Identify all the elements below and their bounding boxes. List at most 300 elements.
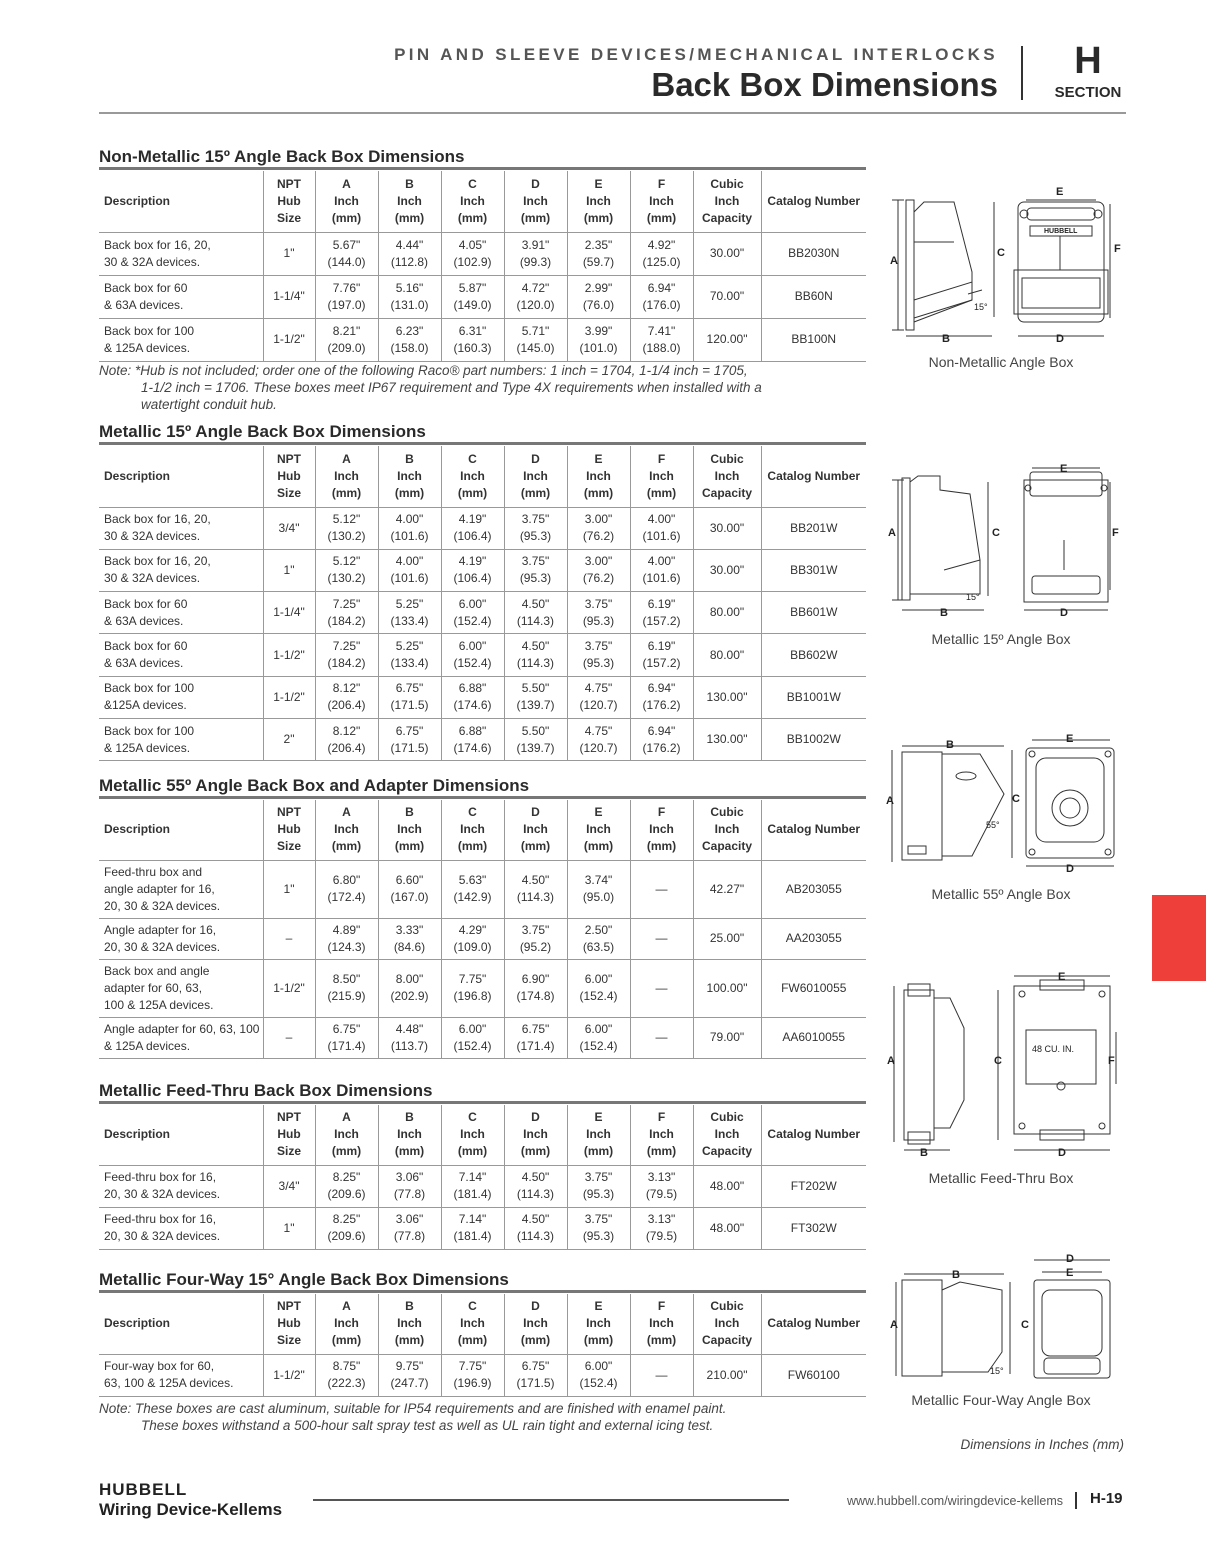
cell-line: 4.89" (332, 922, 361, 937)
column-header-d (504, 800, 567, 860)
cell-line: & 63A devices. (104, 656, 184, 671)
column-header-line: Cubic (710, 176, 744, 191)
column-header-line: Inch (649, 1127, 674, 1142)
cell-b (378, 634, 441, 676)
cell-d (504, 275, 567, 318)
column-header-b (378, 1105, 441, 1165)
header-rule (99, 112, 1126, 114)
column-header-line: Inch (586, 1127, 611, 1142)
cell-cap: 120.00" (693, 318, 761, 361)
column-header-line: B (405, 1110, 414, 1125)
dimension-label-b: B (946, 739, 954, 751)
cell-c (441, 959, 504, 1017)
cell-line: 5.16" (395, 280, 424, 295)
cell-hub: 1-1/2" (263, 1354, 315, 1396)
cell-line: — (655, 1367, 668, 1382)
column-header-line: NPT (277, 176, 301, 191)
dimension-label-b: B (940, 607, 948, 619)
cell-line: (152.4) (453, 1038, 492, 1053)
cell-line: (171.5) (516, 1376, 555, 1390)
cell-line: 6.94" (647, 723, 676, 738)
cell-d (504, 634, 567, 676)
cell-desc (99, 860, 263, 918)
cell-line: 4.19" (458, 512, 487, 527)
column-header-cat: Catalog Number (761, 800, 866, 860)
column-header-desc: Description (104, 1316, 171, 1331)
column-header-a (315, 446, 378, 507)
column-header-line: (mm) (646, 210, 677, 225)
cell-line: Back box and angle (104, 963, 210, 978)
column-header-hub (263, 171, 315, 232)
cell-c (441, 860, 504, 918)
cell-f (630, 918, 693, 959)
cell-cat: BB602W (761, 634, 866, 676)
cell-line: (206.4) (327, 740, 366, 755)
column-header-line: Inch (714, 468, 740, 483)
cell-cap: 30.00" (693, 232, 761, 275)
cell-line: (181.4) (453, 1187, 492, 1201)
column-header-a (315, 800, 378, 860)
column-header-e (567, 171, 630, 232)
cell-d (504, 507, 567, 549)
column-header-line: A (342, 1110, 351, 1125)
column-header-line: B (405, 1299, 414, 1314)
dimension-label-f: F (1112, 527, 1119, 539)
hubbell-logo: HUBBELL (1044, 228, 1078, 235)
cell-desc (99, 959, 263, 1017)
cell-f (630, 634, 693, 676)
cell-line: (152.4) (579, 989, 618, 1003)
cell-f (630, 959, 693, 1017)
cell-line: (79.5) (645, 1229, 678, 1243)
column-header-e (567, 800, 630, 860)
cell-line: (113.7) (390, 1038, 429, 1053)
cell-e (567, 860, 630, 918)
column-header-line: (mm) (583, 1333, 614, 1348)
header-category: PIN AND SLEEVE DEVICES/MECHANICAL INTERLOCKS (394, 45, 998, 64)
cell-e (567, 959, 630, 1017)
cell-line: 3.06" (395, 1212, 424, 1226)
column-header-line: Inch (460, 1127, 485, 1142)
cell-line: 3.99" (584, 323, 613, 338)
cell-line: 5.12" (332, 554, 361, 569)
cell-line: (174.8) (516, 989, 555, 1003)
cell-line: (181.4) (453, 1229, 492, 1243)
cell-line: 3.13" (647, 1170, 676, 1184)
dimension-label-b: B (952, 1269, 960, 1281)
column-header-cap (693, 800, 761, 860)
cell-line: (76.2) (582, 529, 615, 544)
cell-line: 4.72" (521, 280, 550, 295)
cell-line: 4.44" (395, 237, 424, 252)
cell-c (441, 634, 504, 676)
cell-hub: 1-1/4" (263, 275, 315, 318)
cell-line: 3.06" (395, 1170, 424, 1184)
cell-line: 20, 30 & 32A devices. (104, 898, 221, 913)
column-header-line: Size (276, 210, 301, 225)
cell-line: (171.5) (390, 698, 429, 713)
table-title-feed-thru: Metallic Feed-Thru Back Box Dimensions (99, 1081, 433, 1100)
cell-b (378, 1165, 441, 1207)
cell-cat: BB1002W (761, 718, 866, 760)
column-header-line: (mm) (394, 210, 425, 225)
column-header-line: Capacity (701, 210, 753, 225)
cell-line: (76.0) (582, 297, 615, 312)
cell-line: (84.6) (393, 939, 426, 954)
cell-line: (95.2) (519, 939, 552, 954)
column-header-line: D (531, 451, 540, 466)
column-header-line: Inch (649, 468, 674, 483)
cell-line: & 125A devices. (104, 340, 191, 355)
cell-line: (142.9) (453, 890, 492, 904)
cell-cap: 30.00" (693, 549, 761, 591)
cell-hub: 1" (263, 232, 315, 275)
table-row (99, 959, 866, 1017)
column-header-line: (mm) (394, 1144, 425, 1159)
cell-line: 4.50" (521, 639, 550, 654)
cell-line: 4.92" (647, 237, 676, 252)
cell-desc (99, 676, 263, 718)
column-header-line: Inch (649, 193, 674, 208)
cell-line: (184.2) (327, 656, 366, 671)
cell-cap: 80.00" (693, 592, 761, 634)
cell-hub: 1-1/4" (263, 592, 315, 634)
cell-line: (109.0) (453, 939, 492, 954)
dimension-label-a: A (888, 527, 896, 539)
column-header-line: NPT (277, 805, 301, 820)
cell-line: (95.3) (582, 1229, 615, 1243)
column-header-c (441, 1294, 504, 1354)
cell-line: (145.0) (516, 340, 555, 355)
dimension-label-e: E (1066, 1267, 1074, 1279)
cell-line: 6.80" (332, 873, 361, 887)
footer-rule (313, 1499, 789, 1501)
cell-d (504, 592, 567, 634)
column-header-line: NPT (277, 451, 301, 466)
column-header-line: Capacity (701, 485, 753, 500)
spec-table-metallic-15 (99, 446, 866, 761)
section-letter: H (1074, 40, 1102, 82)
table-row (99, 1354, 866, 1396)
cell-line: 6.94" (647, 280, 676, 295)
column-header-line: (mm) (394, 1333, 425, 1348)
column-header-line: Inch (586, 1316, 611, 1331)
cell-line: (139.7) (516, 698, 555, 713)
cell-a (315, 918, 378, 959)
cell-line: 4.19" (458, 554, 487, 569)
cell-line: 3.00" (584, 512, 613, 527)
column-header-line: (mm) (457, 1333, 488, 1348)
cell-line: 6.90" (521, 972, 550, 986)
cell-cat: AA203055 (761, 918, 866, 959)
column-header-line: Inch (460, 468, 485, 483)
column-header-line: D (531, 1110, 540, 1125)
column-header-line: B (405, 176, 414, 191)
cell-line: (152.4) (453, 656, 492, 671)
column-header-line: (mm) (583, 210, 614, 225)
note-line: 1-1/2 inch = 1706. These boxes meet IP67 requirement and Type 4X requirements when installed with a (141, 380, 762, 395)
note-finish (99, 1400, 859, 1434)
cell-cat: BB1001W (761, 676, 866, 718)
cell-line: 6.75" (521, 1021, 550, 1036)
column-header-line: Inch (397, 822, 422, 837)
column-header-desc: Description (104, 822, 171, 837)
cell-cap: 80.00" (693, 634, 761, 676)
column-header-line: (mm) (457, 1144, 488, 1159)
column-header-line: (mm) (331, 1144, 362, 1159)
cell-line: 6.75" (521, 1359, 550, 1373)
cell-cat: BB201W (761, 507, 866, 549)
dimension-label-c: C (994, 1055, 1002, 1067)
column-header-line: Capacity (701, 1333, 753, 1348)
cell-line: 4.00" (647, 554, 676, 569)
cell-line: 3.75" (584, 1212, 613, 1226)
figure-metallic-four-way-angle-box (884, 1250, 1126, 1390)
cell-line: 6.23" (395, 323, 424, 338)
cell-line: 5.87" (458, 280, 487, 295)
cell-cap: 79.00" (693, 1017, 761, 1058)
table-header-row (99, 446, 866, 507)
column-header-f (630, 1105, 693, 1165)
dimension-label-a: A (890, 255, 898, 267)
cell-line: (196.9) (453, 1376, 492, 1390)
cell-line: 9.75" (395, 1359, 424, 1373)
dimension-label-d: D (1066, 863, 1074, 874)
column-header-line: (mm) (457, 210, 488, 225)
column-header-line: Inch (586, 468, 611, 483)
cell-a (315, 1207, 378, 1249)
cell-d (504, 549, 567, 591)
cell-line: 30 & 32A devices. (104, 254, 201, 269)
dimension-label-a: A (890, 1319, 898, 1331)
cell-line: 7.25" (332, 639, 361, 654)
note-line: watertight conduit hub. (141, 397, 277, 412)
cell-line: 8.12" (332, 723, 361, 738)
column-header-line: Inch (334, 822, 359, 837)
cell-line: (188.0) (642, 340, 681, 355)
cell-line: (112.8) (390, 254, 429, 269)
cell-line: 8.75" (332, 1359, 361, 1373)
column-header-line: E (594, 1299, 603, 1314)
cell-line: 5.25" (395, 639, 424, 654)
cell-hub: 1-1/2" (263, 676, 315, 718)
cell-b (378, 959, 441, 1017)
metallic-55-angle-box-drawing (884, 734, 1126, 874)
cell-line: 100 & 125A devices. (104, 997, 214, 1012)
cell-a (315, 1354, 378, 1396)
cell-line: Back box for 100 (104, 681, 195, 696)
column-header-line: D (531, 176, 540, 191)
column-header-line: Inch (586, 822, 611, 837)
cell-line: (215.9) (327, 989, 366, 1003)
cell-line: angle adapter for 16, (104, 881, 215, 896)
cell-f (630, 1017, 693, 1058)
column-header-line: Cubic (710, 1299, 744, 1314)
cell-line: 6.94" (647, 681, 676, 696)
cell-line: (133.4) (390, 613, 429, 628)
cell-line: 6.19" (647, 639, 676, 654)
column-header-c (441, 1105, 504, 1165)
dimensions-units-note: Dimensions in Inches (mm) (960, 1437, 1124, 1452)
cell-line: 4.48" (395, 1021, 424, 1036)
footer-divider (1075, 1492, 1077, 1509)
column-header-line: A (342, 176, 351, 191)
cell-line: 2.50" (584, 922, 613, 937)
cell-line: 4.50" (521, 596, 550, 611)
figure-caption: Metallic Four-Way Angle Box (911, 1392, 1091, 1408)
cell-desc (99, 275, 263, 318)
column-header-line: Inch (523, 1127, 548, 1142)
cell-c (441, 232, 504, 275)
cell-cat: FT302W (761, 1207, 866, 1249)
column-header-e (567, 1294, 630, 1354)
cell-line: — (655, 980, 668, 995)
column-header-line: D (531, 805, 540, 820)
cell-line: (76.2) (582, 571, 615, 586)
cell-line: 6.00" (458, 596, 487, 611)
column-header-c (441, 800, 504, 860)
cell-cat: BB2030N (761, 232, 866, 275)
dimension-label-c: C (1012, 793, 1020, 805)
column-header-line: Inch (397, 1127, 422, 1142)
cell-cat: BB100N (761, 318, 866, 361)
cell-line: 3.00" (584, 554, 613, 569)
cell-b (378, 676, 441, 718)
cell-line: (95.3) (519, 529, 552, 544)
column-header-line: Inch (523, 468, 548, 483)
table-row (99, 1017, 866, 1058)
cell-c (441, 1017, 504, 1058)
cell-e (567, 718, 630, 760)
cell-cap: 210.00" (693, 1354, 761, 1396)
metallic-four-way-angle-box-drawing (884, 1250, 1126, 1390)
cell-line: 6.75" (395, 681, 424, 696)
cell-b (378, 1354, 441, 1396)
column-header-line: F (657, 176, 666, 191)
cell-line: Angle adapter for 60, 63, 100 (104, 1021, 260, 1036)
cell-cap: 25.00" (693, 918, 761, 959)
dimension-label-c: C (992, 527, 1000, 539)
cell-e (567, 275, 630, 318)
cell-line: (152.4) (453, 613, 492, 628)
column-header-line: Hub (277, 193, 301, 208)
cell-line: 6.00" (584, 972, 613, 986)
cell-line: (77.8) (393, 1187, 426, 1201)
cell-line: Back box for 16, 20, (104, 512, 211, 527)
column-header-line: (mm) (646, 1144, 677, 1159)
column-header-line: F (657, 805, 666, 820)
cell-d (504, 1354, 567, 1396)
column-header-f (630, 800, 693, 860)
column-header-line: Inch (523, 822, 548, 837)
cell-line: &125A devices. (104, 698, 187, 713)
column-header-line: Inch (460, 1316, 485, 1331)
column-header-c (441, 446, 504, 507)
cell-line: & 63A devices. (104, 297, 184, 312)
cell-a (315, 959, 378, 1017)
column-header-a (315, 1105, 378, 1165)
column-header-line: (mm) (520, 1144, 551, 1159)
cell-cat: FW60100 (761, 1354, 866, 1396)
column-header-line: Inch (460, 822, 485, 837)
dimension-label-d: D (1066, 1253, 1074, 1265)
column-header-c (441, 171, 504, 232)
cell-c (441, 1165, 504, 1207)
cell-line: Feed-thru box and (104, 864, 203, 879)
dimension-label-e: E (1056, 186, 1064, 198)
column-header-line: Hub (277, 1316, 301, 1331)
cell-desc (99, 918, 263, 959)
cell-line: 5.50" (521, 681, 550, 696)
column-header-line: Inch (586, 193, 611, 208)
cell-cat: BB60N (761, 275, 866, 318)
column-header-line: (mm) (331, 210, 362, 225)
metallic-feed-thru-box-drawing (884, 968, 1126, 1160)
dimension-label-b: B (942, 333, 950, 342)
cell-line: (174.6) (453, 698, 492, 713)
column-header-line: (mm) (394, 839, 425, 854)
cell-e (567, 634, 630, 676)
cell-c (441, 549, 504, 591)
cell-desc (99, 232, 263, 275)
column-header-desc: Description (104, 1127, 171, 1142)
cell-hub: 1-1/2" (263, 959, 315, 1017)
column-header-line: Inch (523, 1316, 548, 1331)
column-header-cat: Catalog Number (761, 1294, 866, 1354)
cell-line: 4.05" (458, 237, 487, 252)
column-header-e (567, 1105, 630, 1165)
cell-b (378, 232, 441, 275)
column-header-e (567, 446, 630, 507)
column-header-line: Cubic (710, 805, 744, 820)
figure-non-metallic-angle-box (884, 182, 1126, 342)
cell-line: (102.9) (453, 254, 492, 269)
cell-hub: 3/4" (263, 507, 315, 549)
column-header-b (378, 446, 441, 507)
cell-line: (120.0) (516, 297, 555, 312)
cell-line: (77.8) (393, 1229, 426, 1243)
figure-caption: Metallic 15º Angle Box (931, 631, 1071, 647)
table-row (99, 507, 866, 549)
column-header-line: F (657, 1110, 666, 1125)
cell-line: 5.12" (332, 512, 361, 527)
capacity-label: 48 CU. IN. (1032, 1044, 1075, 1054)
cell-line: 6.88" (458, 723, 487, 738)
column-header-line: Inch (397, 468, 422, 483)
cell-b (378, 1207, 441, 1249)
cell-line: 20, 30 & 32A devices. (104, 1187, 221, 1201)
footer-url[interactable]: www.hubbell.com/wiringdevice-kellems (846, 1494, 1063, 1508)
cell-hub: 1" (263, 1207, 315, 1249)
cell-a (315, 718, 378, 760)
column-header-cat: Catalog Number (761, 446, 866, 507)
column-header-desc: Description (104, 193, 171, 208)
column-header-line: A (342, 1299, 351, 1314)
table-row (99, 318, 866, 361)
column-header-line: Hub (277, 1127, 301, 1142)
table-row (99, 232, 866, 275)
cell-f (630, 549, 693, 591)
column-header-line: Hub (277, 468, 301, 483)
section-rule (99, 442, 866, 445)
cell-b (378, 592, 441, 634)
column-header-line: (mm) (394, 485, 425, 500)
column-header-line: Inch (334, 193, 359, 208)
cell-d (504, 232, 567, 275)
cell-line: (114.3) (516, 656, 555, 671)
cell-hub: 1" (263, 860, 315, 918)
cell-line: (114.3) (516, 1229, 555, 1243)
